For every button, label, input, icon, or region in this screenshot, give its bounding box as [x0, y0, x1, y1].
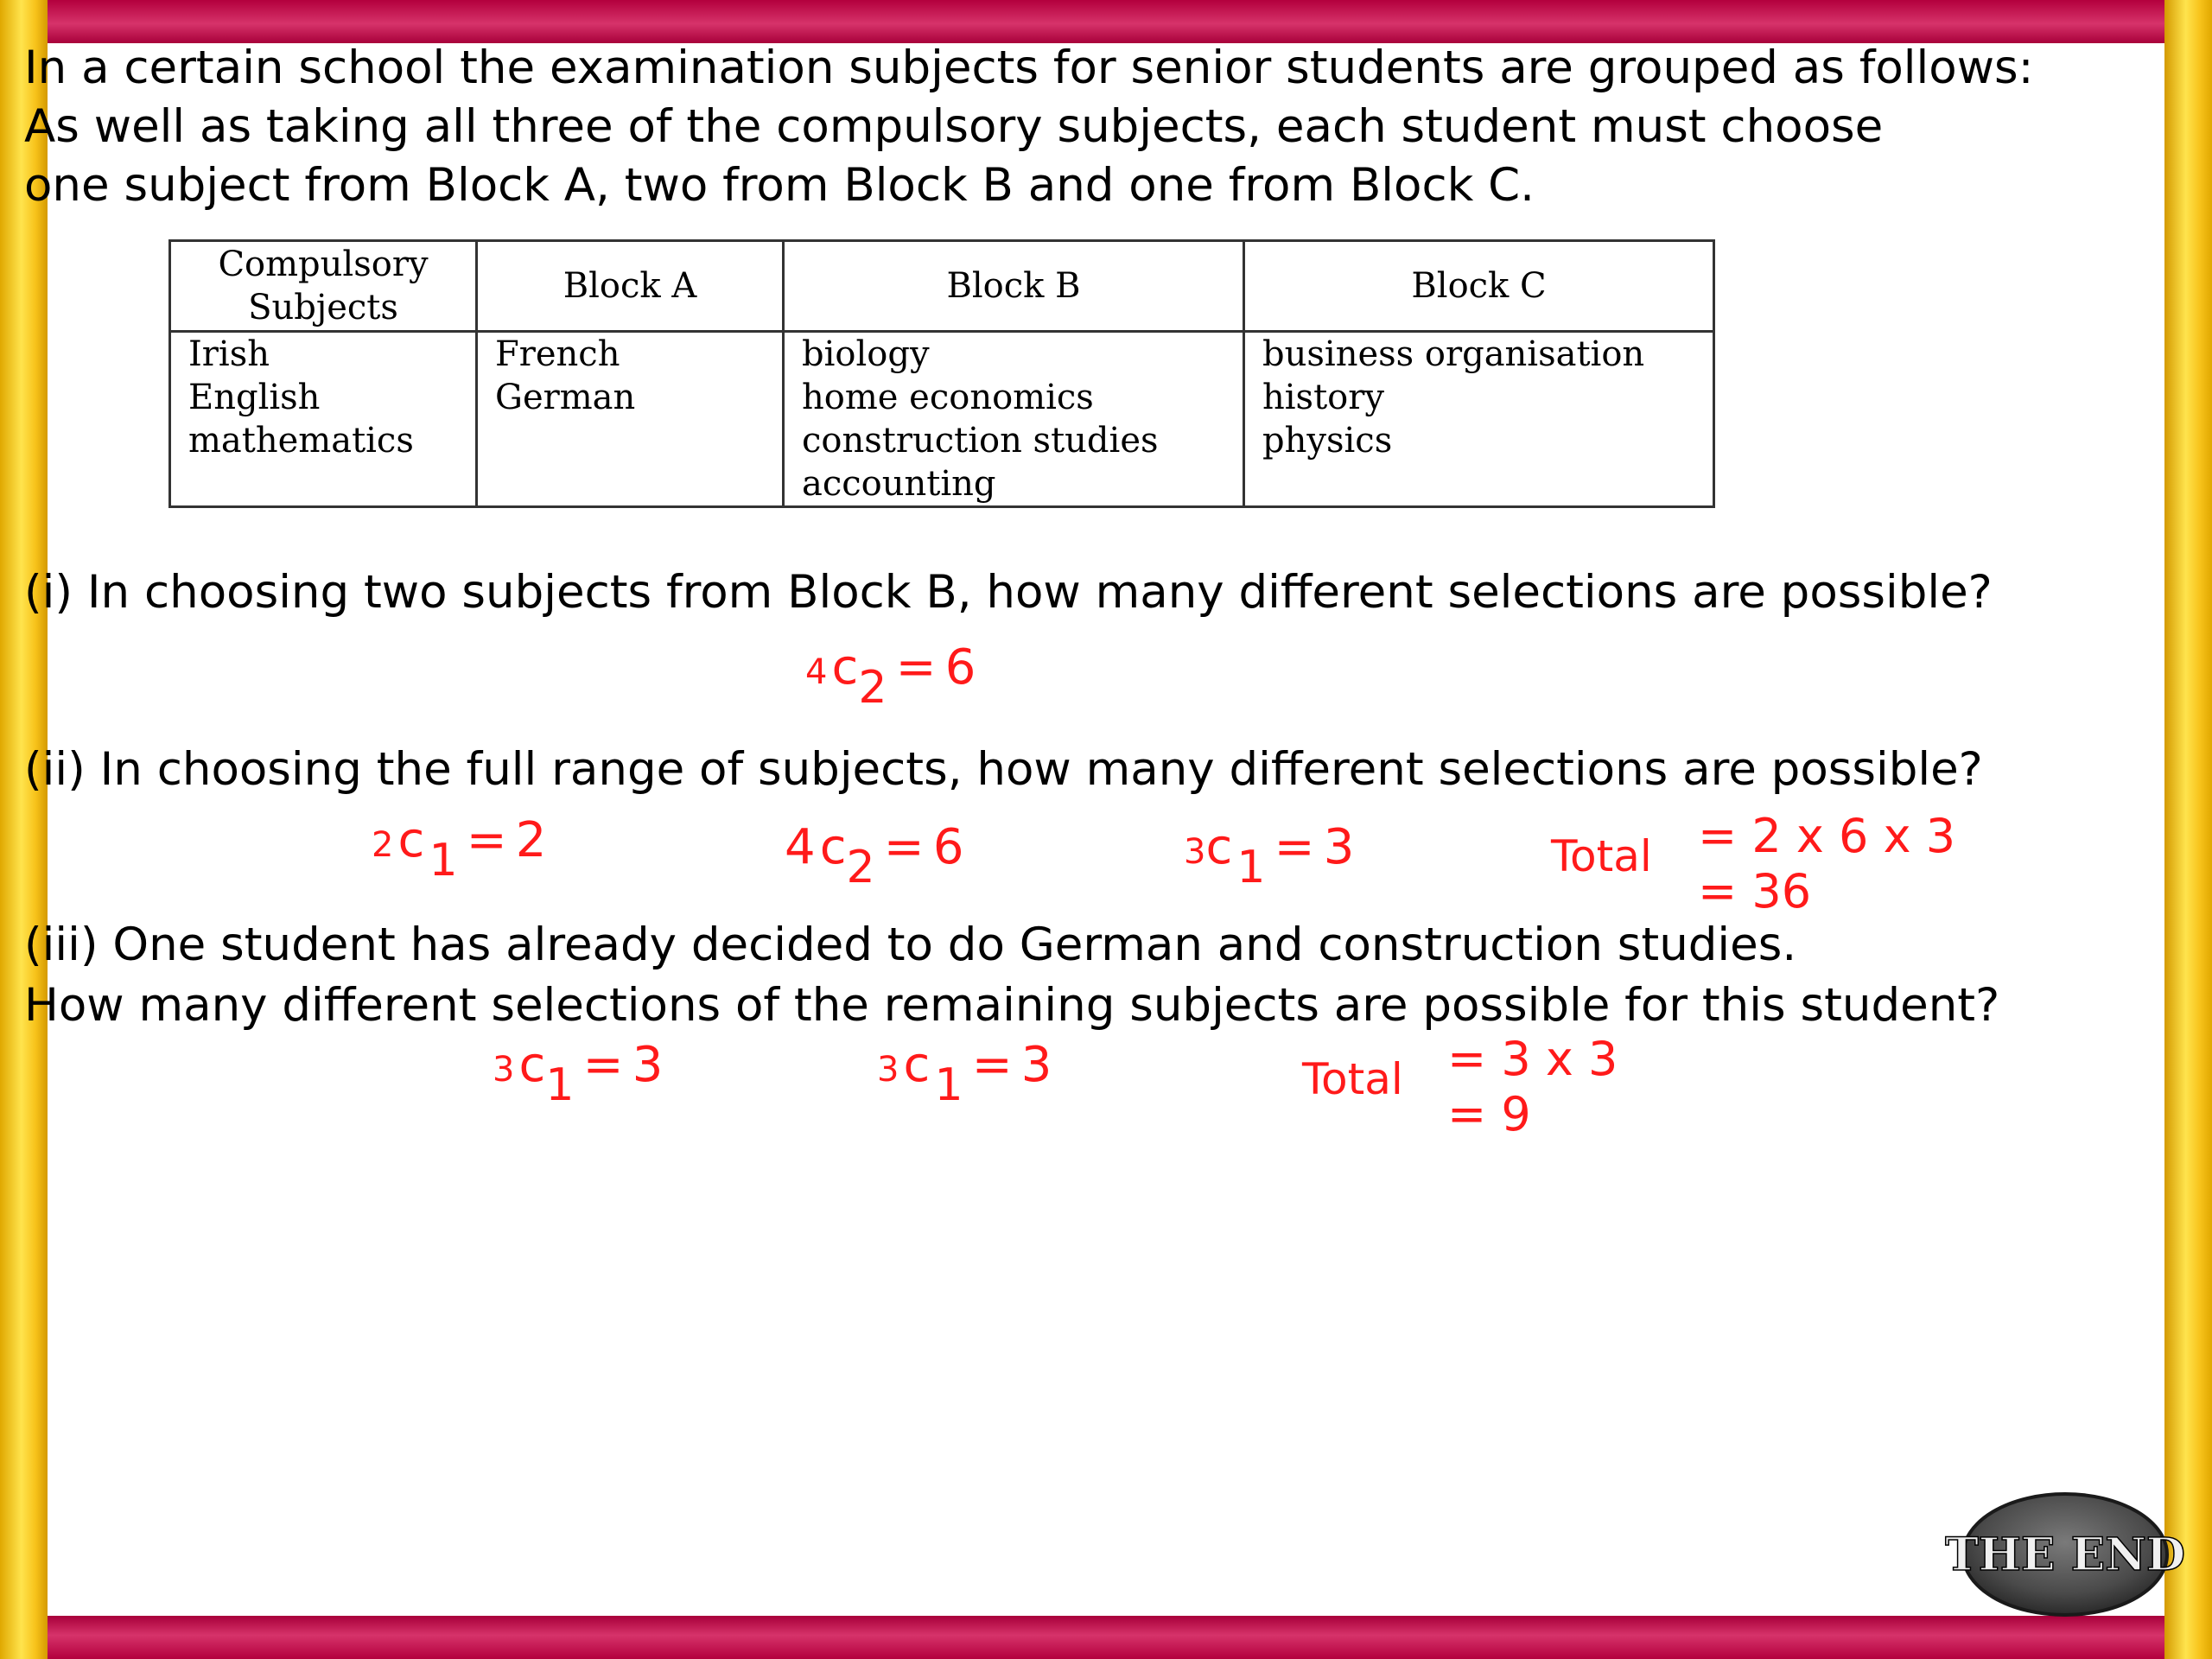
- frame-left: [0, 0, 48, 1659]
- answer-3a: 3 c1 = 3: [493, 1037, 664, 1111]
- table-header-row: [170, 241, 1714, 332]
- cell-block-a: French German: [477, 332, 784, 507]
- answer-3b: 3 c 1 = 3: [877, 1037, 1052, 1111]
- total-line-3b: = 9: [1447, 1087, 1531, 1141]
- intro-line-1: In a certain school the examination subjects for senior students are grouped as follows:: [24, 41, 2034, 94]
- the-end-badge[interactable]: [1945, 1491, 2185, 1618]
- header-block-a: Block A: [477, 241, 784, 332]
- question-3-line-1: (iii) One student has already decided to do German and construction studies.: [24, 918, 1797, 971]
- answer-2c: 3c 1 = 3: [1184, 819, 1355, 893]
- subjects-table: [168, 239, 1715, 508]
- header-block-b: Block B: [784, 241, 1244, 332]
- table-row: [170, 332, 1714, 507]
- question-1: (i) In choosing two subjects from Block B, how many different selections are possible?: [24, 566, 1993, 619]
- answer-2a: 2 c 1 = 2: [372, 812, 547, 887]
- answer-2b: 4 c2 = 6: [785, 819, 964, 893]
- cell-block-c: business organisation history physics: [1244, 332, 1714, 507]
- the-end-label: THE END: [1945, 1529, 2185, 1581]
- frame-right: [2164, 0, 2212, 1659]
- total-line-3a: = 3 x 3: [1447, 1032, 1618, 1086]
- frame-bottom: [0, 1616, 2212, 1659]
- header-compulsory: Compulsory Subjects: [170, 241, 477, 332]
- frame-top: [0, 0, 2212, 43]
- cell-block-b: biology home economics construction studies accounting: [784, 332, 1244, 507]
- answer-1: 4 c2 = 6: [805, 639, 976, 714]
- total-label-3: Total: [1302, 1054, 1403, 1104]
- header-block-c: Block C: [1244, 241, 1714, 332]
- total-line-2b: = 36: [1698, 864, 1812, 918]
- question-2: (ii) In choosing the full range of subjects, how many different selections are possible?: [24, 743, 1983, 796]
- question-3-line-2: How many different selections of the remaining subjects are possible for this student?: [24, 979, 2000, 1032]
- total-label-2: Total: [1551, 831, 1652, 881]
- intro-line-3: one subject from Block A, two from Block B and one from Block C.: [24, 159, 1535, 212]
- cell-compulsory: Irish English mathematics: [170, 332, 477, 507]
- intro-line-2: As well as taking all three of the compulsory subjects, each student must choose: [24, 100, 1884, 153]
- total-line-2a: = 2 x 6 x 3: [1698, 809, 1956, 863]
